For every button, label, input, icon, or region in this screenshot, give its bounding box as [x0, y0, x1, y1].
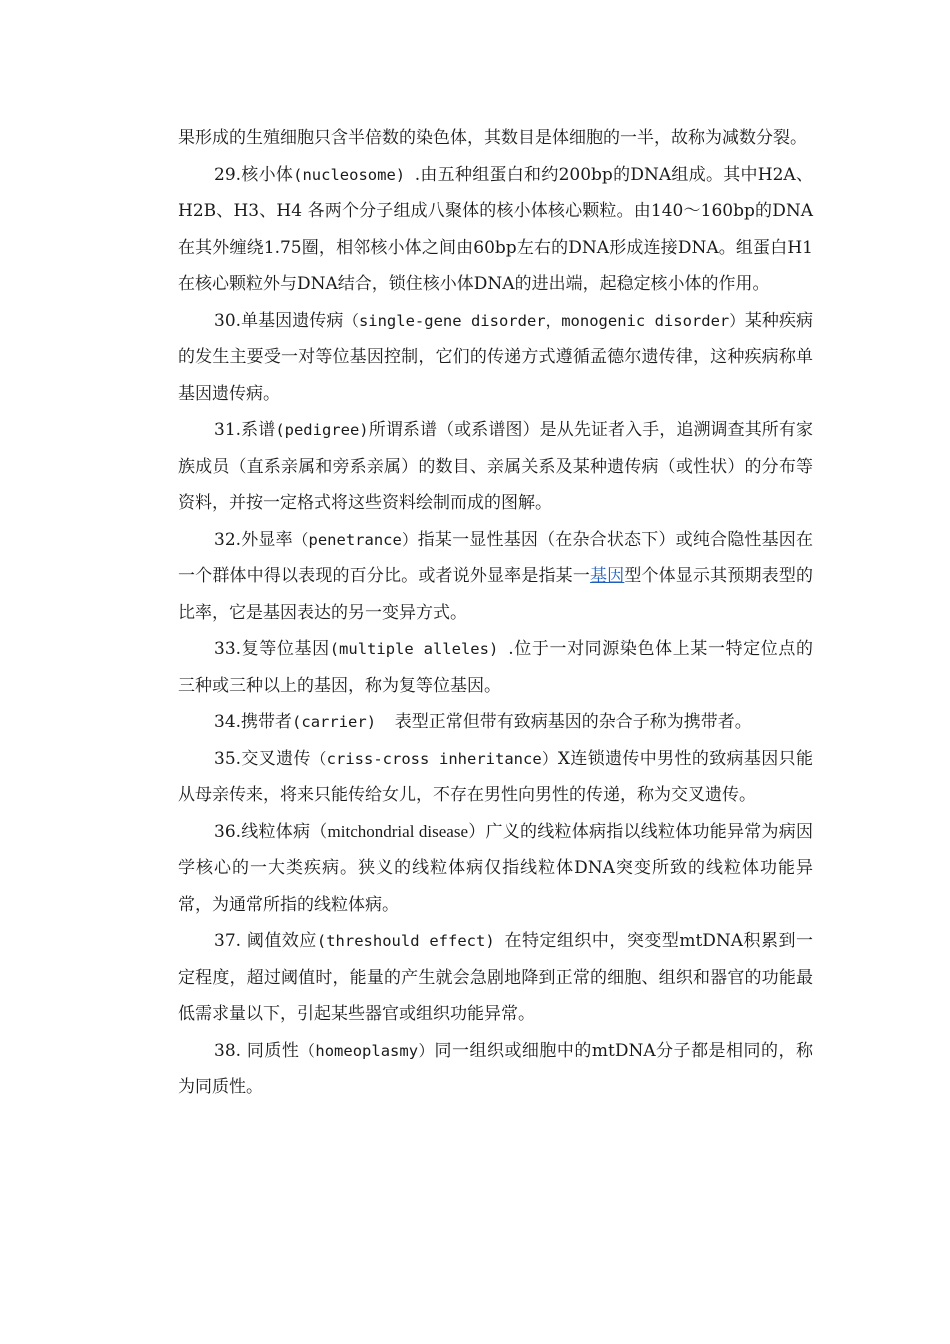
definition-english-term: （single-gene disorder，monogenic disorder） — [343, 311, 745, 330]
definition-criss-cross-inheritance — [178, 741, 813, 814]
definition-number-term: 35.交叉遗传 — [214, 748, 311, 769]
definition-text: 指某一显性基因（在杂合状态下）或纯合隐性基因在一个群体中得以表现的百分比。或者说外显率是指某一 — [178, 529, 813, 586]
definition-homoplasmy — [178, 1033, 813, 1106]
definition-text: .位于一对同源染色体上某一特定位点的三种或三种以上的基因，称为复等位基因。 — [178, 639, 813, 696]
definition-english-term: (threshould effect) — [316, 932, 505, 950]
definition-english-term: (multiple alleles) — [329, 640, 509, 658]
document-body — [178, 120, 813, 1106]
definition-text: 在特定组织中，突变型mtDNA积累到一定程度，超过阈值时，能量的产生就会急剧地降到正常的细胞、组织和器官的功能最低需求量以下，引起某些器官或组织功能异常。 — [178, 931, 813, 1024]
definition-pedigree — [178, 412, 813, 522]
definition-text: 某种疾病的发生主要受一对等位基因控制，它们的传递方式遵循孟德尔遗传律，这种疾病称单基因遗传病。 — [178, 310, 814, 404]
definition-number-term: 36.线粒体病 — [214, 821, 311, 842]
definition-mitochondrial-disease — [178, 814, 813, 924]
definition-number-term: 32.外显率 — [214, 529, 293, 550]
definition-english-term: （mitchondrial disease） — [310, 821, 486, 841]
definition-penetrance — [178, 522, 813, 632]
definition-number-term: 30.单基因遗传病 — [214, 310, 344, 331]
definition-nucleosome — [178, 157, 813, 303]
definition-carrier — [178, 704, 813, 741]
definition-text: 广义的线粒体病指以线粒体功能异常为病因学核心的一大类疾病。狭义的线粒体病仅指线粒体DNA突变所致的线粒体功能异常，为通常所指的线粒体病。 — [178, 821, 814, 915]
definition-text-after-link: 型个体显示其预期表型的比率，它是基因表达的另一变异方式。 — [178, 566, 814, 623]
definition-text: 同一组织或细胞中的mtDNA分子都是相同的，称为同质性。 — [178, 1040, 813, 1097]
definition-text: .由五种组蛋白和约200bp的DNA组成。其中H2A、H2B、H3、H4 各两个分子组成八聚体的核小体核心颗粒。由140～160bp的DNA在其外缠绕1.75圈，相邻核小体之间由60bp左右的DNA形成连接DNA。组蛋白H1在核心颗粒外与DNA结合，锁住核小体DNA的进出端，起稳定核小体的作用。 — [178, 164, 813, 294]
definition-text: 所谓系谱（或系谱图）是从先证者入手，追溯调查其所有家族成员（直系亲属和旁系亲属）的数目、亲属关系及某种遗传病（或性状）的分布等资料，并按一定格式将这些资料绘制而成的图解。 — [178, 420, 813, 513]
definition-number-term: 33.复等位基因 — [214, 639, 330, 659]
gene-link[interactable]: 基因 — [590, 566, 625, 586]
definition-english-term: (pedigree) — [275, 421, 369, 439]
definition-threshold-effect — [178, 923, 813, 1033]
definition-number-term: 29.核小体 — [214, 164, 294, 185]
definition-number-term: 38. 同质性 — [214, 1040, 300, 1061]
definition-english-term: （penetrance） — [292, 530, 418, 549]
definition-number-term: 37. 阈值效应 — [214, 931, 317, 951]
definition-text: X连锁遗传中男性的致病基因只能从母亲传来，将来只能传给女儿，不存在男性向男性的传递，称为交叉遗传。 — [178, 748, 813, 805]
definition-multiple-alleles — [178, 631, 813, 704]
definition-text: 表型正常但带有致病基因的杂合子称为携带者。 — [394, 712, 752, 732]
definition-english-term: （homeoplasmy） — [299, 1041, 435, 1060]
definition-single-gene-disorder — [178, 303, 813, 413]
definition-english-term: （criss-cross inheritance） — [310, 749, 558, 768]
paragraph-28-continued — [178, 120, 813, 157]
definition-english-term: (carrier) — [292, 713, 395, 731]
paragraph-text: 果形成的生殖细胞只含半倍数的染色体，其数目是体细胞的一半，故称为减数分裂。 — [178, 128, 807, 148]
definition-number-term: 34.携带者 — [214, 712, 293, 732]
definition-english-term: (nucleosome) — [293, 165, 415, 184]
definition-number-term: 31.系谱 — [214, 420, 276, 440]
